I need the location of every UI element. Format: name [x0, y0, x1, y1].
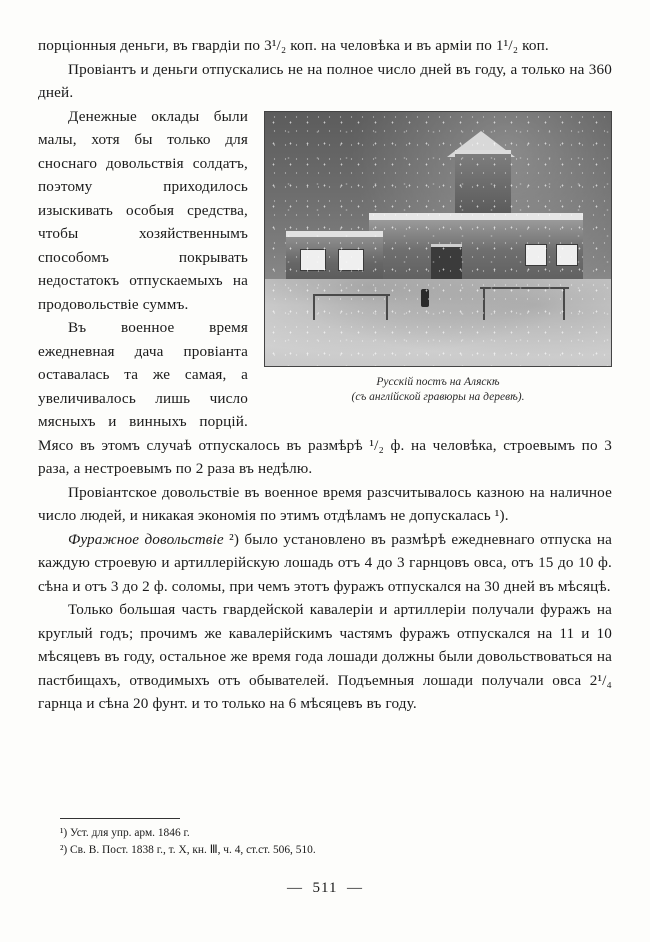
paragraph-5: Провіантское довольствіе въ военное время разсчитывалось казною на наличное число людей, и никакая экономія по этимъ отдѣламъ не допускалась ¹).: [38, 483, 612, 524]
figure-caption-line-1: Русскій постъ на Аляскѣ: [376, 375, 500, 388]
paragraph-3: Денежные оклады были малы, хотя бы только для сноснаго довольствія солдатъ, поэтому приходилось изыскивать особыя средства, чтобы хозяйственнымъ способомъ покрывать недостатокъ отпускаемыхъ на продовольствіе суммъ.: [38, 107, 248, 313]
figure-caption: [264, 375, 612, 405]
paragraph-6-rest: ²) было установлено въ размѣрѣ ежедневнаго отпуска на каждую строевую и артиллерійскую лошадь отъ 4 до 3 гарнцовъ овса, отъ 15 до 10 ф. сѣна и отъ 3 до 2 ф. соломы, при чемъ этотъ фуражъ отпускался на 30 дней въ мѣсяцѣ.: [38, 530, 612, 595]
figure-snow: [265, 112, 611, 366]
page-number-dash-left: —: [287, 880, 304, 896]
paragraph-2: Провіантъ и деньги отпускались не на полное число дней въ году, а только на 360 дней.: [38, 60, 612, 101]
page-number: [0, 880, 650, 897]
figure-image: [264, 111, 612, 367]
paragraph-6: [38, 528, 612, 599]
paragraph-4: Въ военное время ежедневная дача провіанта оставалась та же самая, а увеличивалось лишь число мясныхъ и винныхъ порцій. Мясо въ этомъ случаѣ отпускалось въ размѣрѣ ¹/₂ ф. на человѣка, строевымъ по 3 раза, а нестроевымъ по 2 раза въ недѣлю.: [38, 319, 612, 477]
paragraph-1: порціонныя деньги, въ гвардіи по 3¹/₂ коп. на человѣка и въ арміи по 1¹/₂ коп.: [38, 37, 549, 54]
page-number-value: 511: [312, 880, 338, 896]
footnote-1: ¹) Уст. для упр. арм. 1846 г.: [60, 827, 190, 839]
footnote-2: ²) Св. В. Пост. 1838 г., т. X, кн. Ⅲ, ч. 4, ст.ст. 506, 510.: [60, 843, 316, 856]
figure-caption-line-2: (съ англійской гравюры на деревѣ).: [351, 390, 525, 403]
footnotes-block: [60, 818, 560, 858]
footnote-rule: [60, 818, 180, 819]
paragraph-7: Только большая часть гвардейской кавалеріи и артиллеріи получали фуражъ на круглый годъ; прочимъ же кавалерійскимъ частямъ фуражъ отпускался на 11 и 10 мѣсяцевъ въ году, остальное же время года лошади должны были довольствоваться на пастбищахъ, отводимыхъ отъ обывателей. Подъемныя лошади получали овса 2¹/₄ гарнца и сѣна 20 фунт. и то только на 6 мѣсяцевъ въ году.: [38, 601, 612, 712]
paragraph-6-italic-lead: Фуражное довольствіе: [68, 530, 224, 548]
page-content: [38, 34, 612, 716]
figure-block: [264, 111, 612, 405]
page-number-dash-right: —: [346, 880, 363, 896]
